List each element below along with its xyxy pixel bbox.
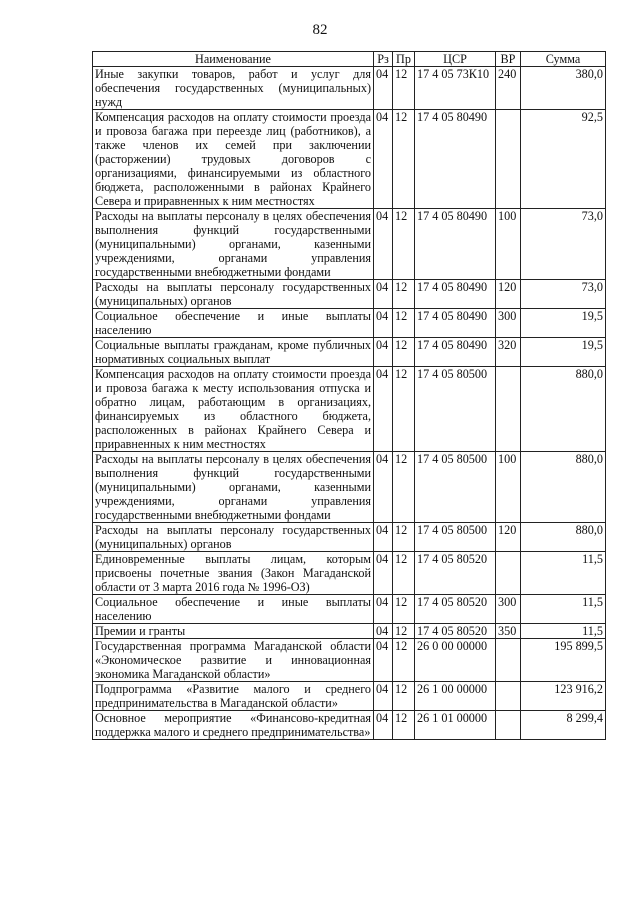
cell-name: Подпрограмма «Развитие малого и среднего предпринимательства в Магаданской области»	[93, 682, 374, 711]
cell-rz: 04	[374, 67, 393, 110]
header-row	[93, 52, 606, 67]
cell-rz: 04	[374, 711, 393, 740]
cell-name: Расходы на выплаты персоналу в целях обеспечения выполнения функций государственными (муниципальными) органами, казенными учреждениями, органами управления государственными внебюджетными фондами	[93, 452, 374, 523]
cell-pr: 12	[393, 338, 415, 367]
cell-pr: 12	[393, 209, 415, 280]
cell-csr: 17 4 05 80490	[415, 309, 496, 338]
cell-pr: 12	[393, 309, 415, 338]
cell-name: Социальное обеспечение и иные выплаты населению	[93, 595, 374, 624]
cell-vr	[496, 711, 521, 740]
cell-vr: 300	[496, 309, 521, 338]
cell-pr: 12	[393, 682, 415, 711]
cell-vr: 100	[496, 452, 521, 523]
header-rz: Рз	[374, 52, 393, 67]
cell-sum: 123 916,2	[521, 682, 606, 711]
cell-sum: 19,5	[521, 309, 606, 338]
cell-vr: 300	[496, 595, 521, 624]
cell-name: Единовременные выплаты лицам, которым присвоены почетные звания (Закон Магаданской области от 3 марта 2016 года № 1996-ОЗ)	[93, 552, 374, 595]
cell-csr: 17 4 05 80490	[415, 209, 496, 280]
table-row	[93, 624, 606, 639]
cell-vr: 320	[496, 338, 521, 367]
header-pr: Пр	[393, 52, 415, 67]
cell-sum: 73,0	[521, 209, 606, 280]
cell-rz: 04	[374, 639, 393, 682]
table-row	[93, 639, 606, 682]
header-csr: ЦСР	[415, 52, 496, 67]
cell-csr: 17 4 05 80500	[415, 523, 496, 552]
table-row	[93, 711, 606, 740]
cell-csr: 17 4 05 80520	[415, 624, 496, 639]
cell-vr: 120	[496, 280, 521, 309]
cell-pr: 12	[393, 67, 415, 110]
cell-sum: 380,0	[521, 67, 606, 110]
cell-name: Расходы на выплаты персоналу в целях обеспечения выполнения функций государственными (муниципальными) органами, казенными учреждениями, органами управления государственными внебюджетными фондами	[93, 209, 374, 280]
cell-vr	[496, 682, 521, 711]
cell-name: Компенсация расходов на оплату стоимости проезда и провоза багажа к месту использования отпуска и обратно лицам, работающим в организациях, финансируемых из областного бюджета, расположенных в районах Крайнего Севера и приравненных к ним местностях	[93, 367, 374, 452]
cell-csr: 26 0 00 00000	[415, 639, 496, 682]
cell-csr: 26 1 01 00000	[415, 711, 496, 740]
cell-rz: 04	[374, 452, 393, 523]
cell-csr: 17 4 05 80490	[415, 110, 496, 209]
table-row	[93, 682, 606, 711]
cell-name: Социальное обеспечение и иные выплаты населению	[93, 309, 374, 338]
cell-name: Премии и гранты	[93, 624, 374, 639]
cell-csr: 17 4 05 80520	[415, 595, 496, 624]
cell-name: Социальные выплаты гражданам, кроме публичных нормативных социальных выплат	[93, 338, 374, 367]
cell-pr: 12	[393, 639, 415, 682]
cell-sum: 11,5	[521, 552, 606, 595]
cell-pr: 12	[393, 280, 415, 309]
cell-vr	[496, 110, 521, 209]
table-row	[93, 452, 606, 523]
header-name: Наименование	[93, 52, 374, 67]
cell-pr: 12	[393, 367, 415, 452]
cell-sum: 11,5	[521, 595, 606, 624]
table-row	[93, 367, 606, 452]
cell-rz: 04	[374, 595, 393, 624]
table-row	[93, 309, 606, 338]
cell-rz: 04	[374, 367, 393, 452]
cell-sum: 195 899,5	[521, 639, 606, 682]
cell-sum: 880,0	[521, 367, 606, 452]
cell-rz: 04	[374, 110, 393, 209]
table-row	[93, 595, 606, 624]
table-row	[93, 338, 606, 367]
cell-name: Иные закупки товаров, работ и услуг для обеспечения государственных (муниципальных) нужд	[93, 67, 374, 110]
cell-sum: 880,0	[521, 452, 606, 523]
page-number: 82	[312, 22, 328, 38]
cell-csr: 17 4 05 80500	[415, 452, 496, 523]
cell-pr: 12	[393, 624, 415, 639]
cell-pr: 12	[393, 595, 415, 624]
cell-rz: 04	[374, 523, 393, 552]
table-row	[93, 552, 606, 595]
cell-name: Основное мероприятие «Финансово-кредитная поддержка малого и среднего предпринимательства»	[93, 711, 374, 740]
cell-rz: 04	[374, 338, 393, 367]
cell-name: Расходы на выплаты персоналу государственных (муниципальных) органов	[93, 280, 374, 309]
table-body	[93, 67, 606, 740]
cell-sum: 92,5	[521, 110, 606, 209]
header-sum: Сумма	[521, 52, 606, 67]
cell-pr: 12	[393, 523, 415, 552]
cell-pr: 12	[393, 552, 415, 595]
cell-sum: 73,0	[521, 280, 606, 309]
table-row	[93, 523, 606, 552]
cell-rz: 04	[374, 682, 393, 711]
table-header	[93, 52, 606, 67]
cell-sum: 11,5	[521, 624, 606, 639]
header-vr: ВР	[496, 52, 521, 67]
budget-table	[92, 51, 606, 740]
table-row	[93, 209, 606, 280]
cell-vr: 350	[496, 624, 521, 639]
cell-rz: 04	[374, 209, 393, 280]
cell-name: Компенсация расходов на оплату стоимости проезда и провоза багажа при переезде лиц (работников), а также членов их семей при заключении (расторжении) трудовых договоров с организациями, финансируемыми из областного бюджета, расположенными в районах Крайнего Севера и приравненных к ним местностях	[93, 110, 374, 209]
cell-rz: 04	[374, 309, 393, 338]
cell-csr: 17 4 05 80490	[415, 338, 496, 367]
cell-csr: 17 4 05 80520	[415, 552, 496, 595]
cell-vr	[496, 639, 521, 682]
cell-csr: 26 1 00 00000	[415, 682, 496, 711]
cell-sum: 19,5	[521, 338, 606, 367]
cell-name: Государственная программа Магаданской области «Экономическое развитие и инновационная экономика Магаданской области»	[93, 639, 374, 682]
table-row	[93, 110, 606, 209]
cell-vr: 100	[496, 209, 521, 280]
cell-pr: 12	[393, 110, 415, 209]
cell-vr: 240	[496, 67, 521, 110]
table-row	[93, 280, 606, 309]
cell-name: Расходы на выплаты персоналу государственных (муниципальных) органов	[93, 523, 374, 552]
cell-pr: 12	[393, 711, 415, 740]
cell-sum: 8 299,4	[521, 711, 606, 740]
table-row	[93, 67, 606, 110]
cell-rz: 04	[374, 552, 393, 595]
cell-vr	[496, 367, 521, 452]
cell-pr: 12	[393, 452, 415, 523]
cell-rz: 04	[374, 280, 393, 309]
cell-sum: 880,0	[521, 523, 606, 552]
cell-csr: 17 4 05 80500	[415, 367, 496, 452]
cell-csr: 17 4 05 80490	[415, 280, 496, 309]
cell-csr: 17 4 05 73К10	[415, 67, 496, 110]
cell-vr: 120	[496, 523, 521, 552]
cell-rz: 04	[374, 624, 393, 639]
cell-vr	[496, 552, 521, 595]
